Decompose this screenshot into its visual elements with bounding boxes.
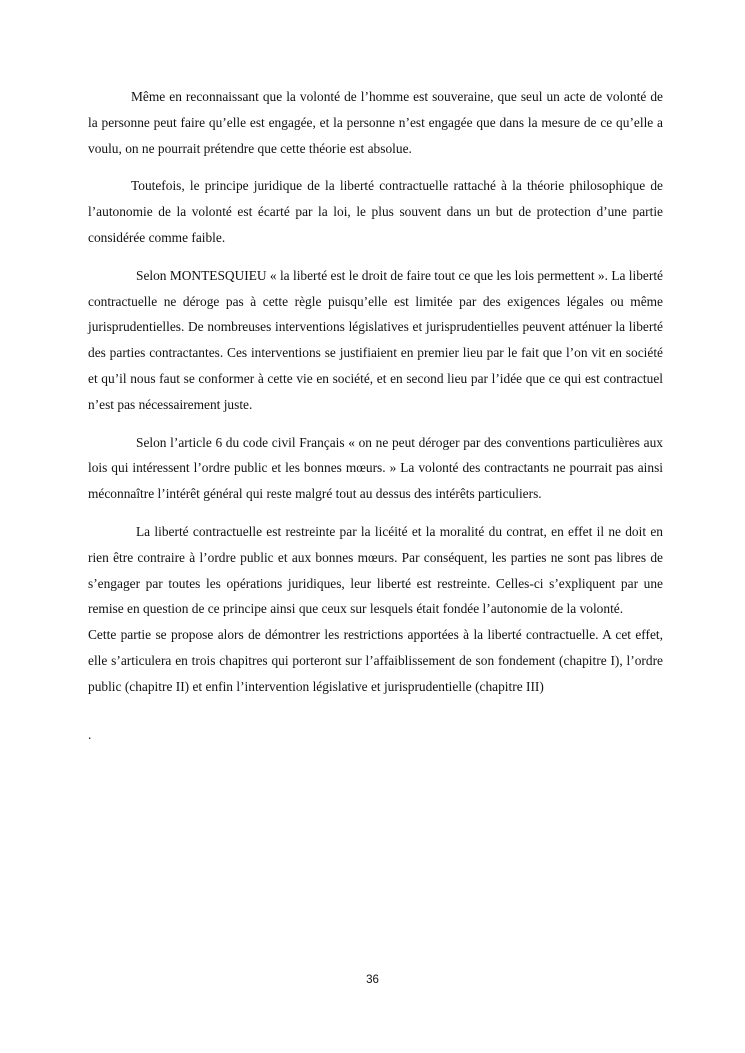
paragraph-toutefois: Toutefois, le principe juridique de la liberté contractuelle rattaché à la théorie philosophique de l’autonomie de la volonté est écarté par la loi, le plus souvent dans un but de protection d’une partie considérée comme faible.	[88, 178, 663, 245]
page-number: 36	[366, 974, 379, 986]
paragraph-volonte-souveraine: Même en reconnaissant que la volonté de l’homme est souveraine, que seul un acte de volonté de la personne peut faire qu’elle est engagée, et la personne n’est engagée que dans la mesure de ce qu’elle a voulu, on ne pourrait prétendre que cette théorie est absolue.	[88, 89, 663, 156]
paragraph-liceite-moralite: La liberté contractuelle est restreinte par la licéité et la moralité du contrat, en effet il ne doit en rien être contraire à l’ordre public et aux bonnes mœurs. Par conséquent, les parties ne sont pas libres de s’engager par toutes les opérations juridiques, leur liberté est restreinte. Celles-ci s’expliquent par une remise en question de ce principe ainsi que ceux sur lesquels était fondée l’autonomie de la volonté.	[88, 523, 663, 617]
page-body	[88, 84, 663, 747]
paragraph-article-6: Selon l’article 6 du code civil Français « on ne peut déroger par des conventions particulières aux lois qui intéressent l’ordre public et les bonnes mœurs. » La volonté des contractants ne pourrait pas ainsi méconnaître l’intérêt général qui reste malgré tout au dessus des intérêts particuliers.	[88, 434, 663, 502]
paragraph-plan-chapitres: Cette partie se propose alors de démontrer les restrictions apportées à la liberté contractuelle. A cet effet, elle s’articulera en trois chapitres qui porteront sur l’affaiblissement de son fondement (chapitre I), l’ordre public (chapitre II) et enfin l’intervention législative et jurisprudentielle (chapitre III)	[88, 627, 663, 694]
paragraph-montesquieu: Selon MONTESQUIEU « la liberté est le droit de faire tout ce que les lois permettent ». La liberté contractuelle ne déroge pas à cette règle puisqu’elle est limitée par des exigences légales ou même jurisprudentielles. De nombreuses interventions législatives et jurisprudentielles peuvent atténuer la liberté des parties contractantes. Ces interventions se justifiaient en premier lieu par le fait que l’on vit en société et qu’il nous faut se conformer à cette vie en société, et en second lieu par l’idée que ce qui est contractuel n’est pas nécessairement juste.	[88, 267, 663, 412]
trailing-mark: .	[88, 726, 92, 742]
